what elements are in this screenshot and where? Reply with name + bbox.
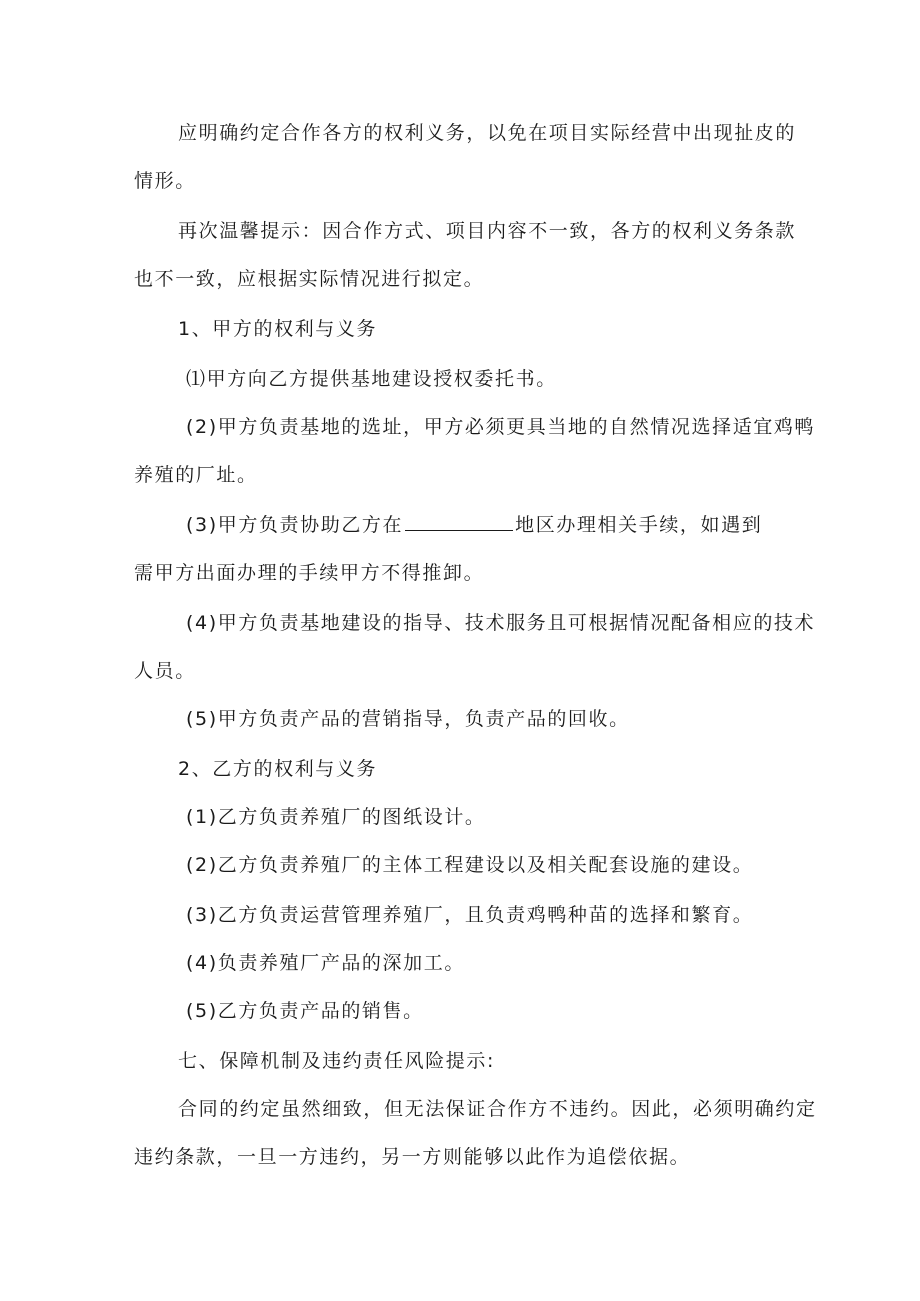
list-item: (4)负责养殖厂产品的深加工。 <box>186 952 465 974</box>
paragraph-line: 应明确约定合作各方的权利义务，以免在项目实际经营中出现扯皮的 <box>178 122 797 144</box>
section-heading: 七、保障机制及违约责任风险提示: <box>178 1050 496 1072</box>
paragraph-line: 再次温馨提示：因合作方式、项目内容不一致，各方的权利义务条款 <box>178 220 797 242</box>
section-heading: 2、乙方的权利与义务 <box>178 758 378 780</box>
list-item: (1)乙方负责养殖厂的图纸设计。 <box>186 806 486 828</box>
list-item <box>186 512 762 538</box>
paragraph-line: 也不一致，应根据实际情况进行拟定。 <box>134 268 485 290</box>
paragraph-line: 合同的约定虽然细致，但无法保证合作方不违约。因此，必须明确约定 <box>178 1098 817 1120</box>
list-item: (3)乙方负责运营管理养殖厂，且负责鸡鸭种苗的选择和繁育。 <box>186 904 754 926</box>
list-item: (5)甲方负责产品的营销指导，负责产品的回收。 <box>186 708 630 730</box>
list-item-text: (3)甲方负责协助乙方在 <box>186 514 404 536</box>
list-item: (2)甲方负责基地的选址，甲方必须更具当地的自然情况选择适宜鸡鸭 <box>186 416 816 438</box>
paragraph-line: 情形。 <box>134 170 196 192</box>
list-item: (4)甲方负责基地建设的指导、技术服务且可根据情况配备相应的技术 <box>186 612 816 634</box>
list-item: (5)乙方负责产品的销售。 <box>186 1000 424 1022</box>
list-item-continuation: 人员。 <box>134 660 196 682</box>
list-item: ⑴甲方向乙方提供基地建设授权委托书。 <box>186 368 557 390</box>
section-heading: 1、甲方的权利与义务 <box>178 318 378 340</box>
list-item-continuation: 需甲方出面办理的手续甲方不得推卸。 <box>134 562 485 584</box>
list-item: (2)乙方负责养殖厂的主体工程建设以及相关配套设施的建设。 <box>186 854 754 876</box>
list-item-continuation: 养殖的厂址。 <box>134 464 258 486</box>
fill-in-blank <box>405 512 513 531</box>
paragraph-line: 违约条款，一旦一方违约，另一方则能够以此作为追偿依据。 <box>134 1146 691 1168</box>
list-item-text: 地区办理相关手续，如遇到 <box>515 514 763 536</box>
